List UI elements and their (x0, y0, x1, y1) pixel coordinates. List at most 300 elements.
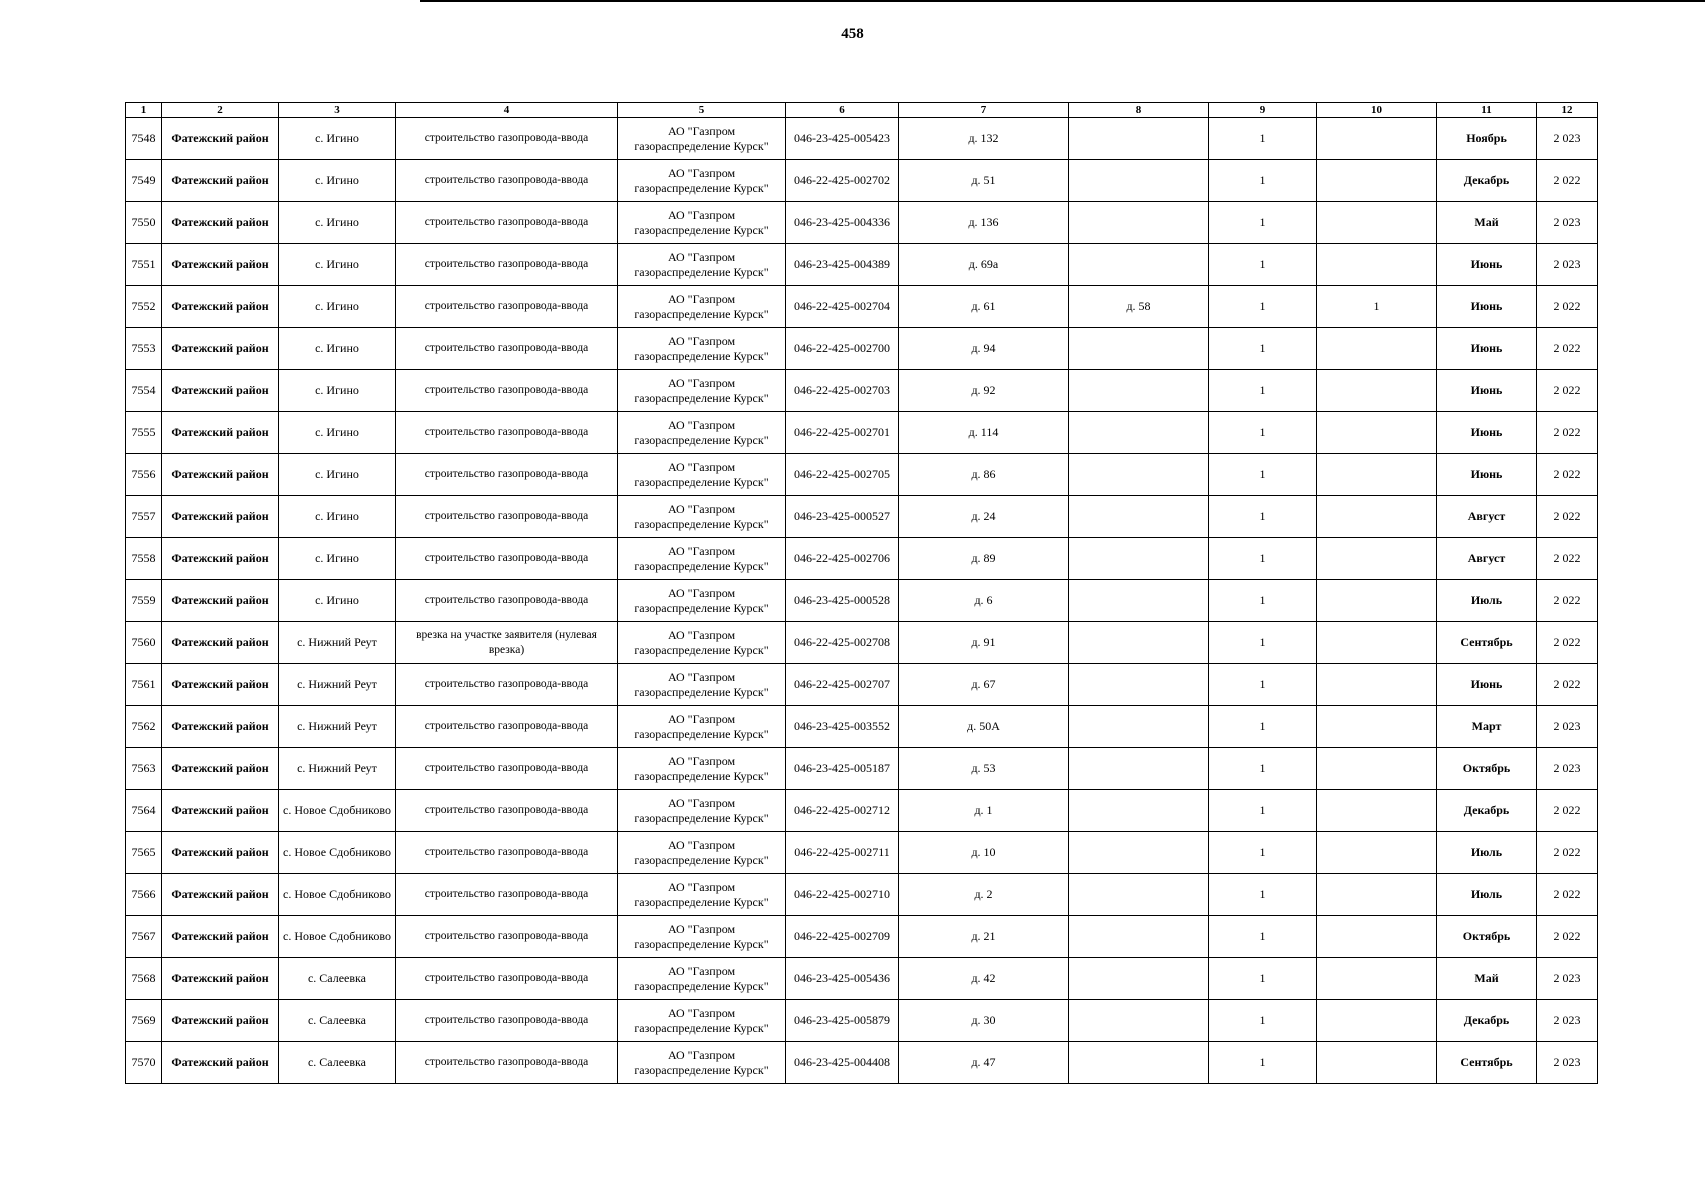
row-number: 7553 (126, 328, 162, 370)
district-cell: Фатежский район (162, 538, 279, 580)
year-cell: 2 022 (1537, 832, 1598, 874)
top-border-line (420, 0, 1705, 2)
address-cell: д. 136 (899, 202, 1069, 244)
settlement-cell: с. Игино (279, 496, 396, 538)
count-cell: 1 (1209, 664, 1317, 706)
organization-cell: АО "Газпром газораспределение Курск" (618, 958, 786, 1000)
year-cell: 2 022 (1537, 286, 1598, 328)
settlement-cell: с. Нижний Реут (279, 664, 396, 706)
year-cell: 2 022 (1537, 916, 1598, 958)
table-row (126, 664, 1598, 706)
settlement-cell: с. Игино (279, 328, 396, 370)
district-cell: Фатежский район (162, 706, 279, 748)
district-cell: Фатежский район (162, 790, 279, 832)
address-cell: д. 91 (899, 622, 1069, 664)
table-row (126, 580, 1598, 622)
count-cell: 1 (1209, 328, 1317, 370)
table-row (126, 538, 1598, 580)
month-cell: Июнь (1437, 454, 1537, 496)
district-cell: Фатежский район (162, 370, 279, 412)
address-cell: д. 2 (899, 874, 1069, 916)
count-cell: 1 (1209, 790, 1317, 832)
column-header: 4 (396, 103, 618, 118)
address-extra-cell (1069, 244, 1209, 286)
row-number: 7559 (126, 580, 162, 622)
application-code-cell: 046-22-425-002702 (786, 160, 899, 202)
row-number: 7552 (126, 286, 162, 328)
year-cell: 2 023 (1537, 706, 1598, 748)
month-cell: Ноябрь (1437, 118, 1537, 160)
count-cell: 1 (1209, 1000, 1317, 1042)
row-number: 7549 (126, 160, 162, 202)
object-cell: строительство газопровода-ввода (396, 328, 618, 370)
object-cell: строительство газопровода-ввода (396, 454, 618, 496)
application-code-cell: 046-22-425-002706 (786, 538, 899, 580)
object-cell: строительство газопровода-ввода (396, 118, 618, 160)
month-cell: Июнь (1437, 328, 1537, 370)
organization-cell: АО "Газпром газораспределение Курск" (618, 1000, 786, 1042)
object-cell: строительство газопровода-ввода (396, 202, 618, 244)
district-cell: Фатежский район (162, 160, 279, 202)
object-cell: строительство газопровода-ввода (396, 244, 618, 286)
address-cell: д. 30 (899, 1000, 1069, 1042)
settlement-cell: с. Нижний Реут (279, 622, 396, 664)
year-cell: 2 023 (1537, 1042, 1598, 1084)
year-cell: 2 022 (1537, 412, 1598, 454)
year-cell: 2 023 (1537, 202, 1598, 244)
district-cell: Фатежский район (162, 1042, 279, 1084)
address-extra-cell (1069, 790, 1209, 832)
count-extra-cell (1317, 832, 1437, 874)
table-row (126, 286, 1598, 328)
settlement-cell: с. Игино (279, 412, 396, 454)
settlement-cell: с. Новое Сдобниково (279, 916, 396, 958)
settlement-cell: с. Игино (279, 370, 396, 412)
district-cell: Фатежский район (162, 664, 279, 706)
column-header: 7 (899, 103, 1069, 118)
address-extra-cell (1069, 580, 1209, 622)
address-cell: д. 94 (899, 328, 1069, 370)
table-row (126, 370, 1598, 412)
column-header: 3 (279, 103, 396, 118)
settlement-cell: с. Игино (279, 244, 396, 286)
count-cell: 1 (1209, 874, 1317, 916)
column-header: 6 (786, 103, 899, 118)
address-cell: д. 53 (899, 748, 1069, 790)
application-code-cell: 046-23-425-003552 (786, 706, 899, 748)
address-extra-cell (1069, 748, 1209, 790)
object-cell: врезка на участке заявителя (нулевая врезка) (396, 622, 618, 664)
row-number: 7568 (126, 958, 162, 1000)
address-extra-cell (1069, 454, 1209, 496)
count-extra-cell (1317, 412, 1437, 454)
organization-cell: АО "Газпром газораспределение Курск" (618, 202, 786, 244)
table-row (126, 622, 1598, 664)
table-row (126, 1000, 1598, 1042)
address-cell: д. 47 (899, 1042, 1069, 1084)
month-cell: Июнь (1437, 370, 1537, 412)
table-row (126, 958, 1598, 1000)
row-number: 7560 (126, 622, 162, 664)
district-cell: Фатежский район (162, 622, 279, 664)
object-cell: строительство газопровода-ввода (396, 286, 618, 328)
address-cell: д. 92 (899, 370, 1069, 412)
month-cell: Июнь (1437, 286, 1537, 328)
organization-cell: АО "Газпром газораспределение Курск" (618, 832, 786, 874)
count-extra-cell (1317, 706, 1437, 748)
address-extra-cell (1069, 832, 1209, 874)
year-cell: 2 023 (1537, 1000, 1598, 1042)
year-cell: 2 022 (1537, 622, 1598, 664)
row-number: 7556 (126, 454, 162, 496)
table-row (126, 874, 1598, 916)
object-cell: строительство газопровода-ввода (396, 370, 618, 412)
organization-cell: АО "Газпром газораспределение Курск" (618, 790, 786, 832)
month-cell: Декабрь (1437, 790, 1537, 832)
month-cell: Декабрь (1437, 160, 1537, 202)
page-number: 458 (841, 26, 864, 42)
year-cell: 2 022 (1537, 370, 1598, 412)
month-cell: Август (1437, 496, 1537, 538)
month-cell: Июнь (1437, 412, 1537, 454)
gasification-register-table (125, 102, 1598, 1084)
count-extra-cell (1317, 958, 1437, 1000)
application-code-cell: 046-22-425-002710 (786, 874, 899, 916)
organization-cell: АО "Газпром газораспределение Курск" (618, 118, 786, 160)
table-row (126, 328, 1598, 370)
count-cell: 1 (1209, 1042, 1317, 1084)
count-extra-cell (1317, 118, 1437, 160)
address-extra-cell (1069, 622, 1209, 664)
application-code-cell: 046-22-425-002708 (786, 622, 899, 664)
application-code-cell: 046-23-425-000528 (786, 580, 899, 622)
row-number: 7557 (126, 496, 162, 538)
application-code-cell: 046-22-425-002707 (786, 664, 899, 706)
count-extra-cell (1317, 328, 1437, 370)
table-row (126, 916, 1598, 958)
month-cell: Декабрь (1437, 1000, 1537, 1042)
address-cell: д. 69а (899, 244, 1069, 286)
count-extra-cell (1317, 160, 1437, 202)
address-cell: д. 24 (899, 496, 1069, 538)
count-cell: 1 (1209, 748, 1317, 790)
address-extra-cell (1069, 538, 1209, 580)
row-number: 7554 (126, 370, 162, 412)
application-code-cell: 046-22-425-002704 (786, 286, 899, 328)
address-extra-cell (1069, 958, 1209, 1000)
count-cell: 1 (1209, 118, 1317, 160)
year-cell: 2 023 (1537, 748, 1598, 790)
settlement-cell: с. Нижний Реут (279, 748, 396, 790)
application-code-cell: 046-23-425-005436 (786, 958, 899, 1000)
count-extra-cell (1317, 370, 1437, 412)
year-cell: 2 023 (1537, 958, 1598, 1000)
count-extra-cell (1317, 748, 1437, 790)
month-cell: Июль (1437, 580, 1537, 622)
count-cell: 1 (1209, 412, 1317, 454)
year-cell: 2 022 (1537, 328, 1598, 370)
count-cell: 1 (1209, 580, 1317, 622)
row-number: 7562 (126, 706, 162, 748)
settlement-cell: с. Салеевка (279, 1000, 396, 1042)
settlement-cell: с. Игино (279, 538, 396, 580)
address-extra-cell (1069, 118, 1209, 160)
object-cell: строительство газопровода-ввода (396, 496, 618, 538)
count-extra-cell (1317, 202, 1437, 244)
count-extra-cell (1317, 874, 1437, 916)
table-row (126, 832, 1598, 874)
row-number: 7550 (126, 202, 162, 244)
row-number: 7567 (126, 916, 162, 958)
month-cell: Май (1437, 202, 1537, 244)
table-row (126, 1042, 1598, 1084)
month-cell: Июль (1437, 832, 1537, 874)
column-header: 9 (1209, 103, 1317, 118)
settlement-cell: с. Игино (279, 118, 396, 160)
address-extra-cell (1069, 202, 1209, 244)
count-extra-cell (1317, 622, 1437, 664)
row-number: 7566 (126, 874, 162, 916)
row-number: 7555 (126, 412, 162, 454)
count-extra-cell (1317, 1000, 1437, 1042)
column-header: 8 (1069, 103, 1209, 118)
month-cell: Июнь (1437, 664, 1537, 706)
table-row (126, 496, 1598, 538)
organization-cell: АО "Газпром газораспределение Курск" (618, 538, 786, 580)
organization-cell: АО "Газпром газораспределение Курск" (618, 664, 786, 706)
application-code-cell: 046-22-425-002703 (786, 370, 899, 412)
row-number: 7564 (126, 790, 162, 832)
application-code-cell: 046-23-425-005423 (786, 118, 899, 160)
row-number: 7548 (126, 118, 162, 160)
address-extra-cell (1069, 664, 1209, 706)
district-cell: Фатежский район (162, 454, 279, 496)
organization-cell: АО "Газпром газораспределение Курск" (618, 580, 786, 622)
count-extra-cell (1317, 454, 1437, 496)
count-cell: 1 (1209, 160, 1317, 202)
table-row (126, 790, 1598, 832)
year-cell: 2 022 (1537, 454, 1598, 496)
settlement-cell: с. Салеевка (279, 958, 396, 1000)
count-cell: 1 (1209, 202, 1317, 244)
object-cell: строительство газопровода-ввода (396, 832, 618, 874)
row-number: 7561 (126, 664, 162, 706)
application-code-cell: 046-22-425-002711 (786, 832, 899, 874)
district-cell: Фатежский район (162, 118, 279, 160)
object-cell: строительство газопровода-ввода (396, 1042, 618, 1084)
address-cell: д. 50А (899, 706, 1069, 748)
year-cell: 2 022 (1537, 538, 1598, 580)
count-extra-cell (1317, 496, 1437, 538)
settlement-cell: с. Игино (279, 454, 396, 496)
address-cell: д. 86 (899, 454, 1069, 496)
application-code-cell: 046-23-425-005879 (786, 1000, 899, 1042)
organization-cell: АО "Газпром газораспределение Курск" (618, 916, 786, 958)
settlement-cell: с. Новое Сдобниково (279, 832, 396, 874)
settlement-cell: с. Нижний Реут (279, 706, 396, 748)
row-number: 7558 (126, 538, 162, 580)
organization-cell: АО "Газпром газораспределение Курск" (618, 328, 786, 370)
object-cell: строительство газопровода-ввода (396, 160, 618, 202)
object-cell: строительство газопровода-ввода (396, 706, 618, 748)
district-cell: Фатежский район (162, 328, 279, 370)
table-row (126, 706, 1598, 748)
year-cell: 2 022 (1537, 790, 1598, 832)
table-row (126, 244, 1598, 286)
address-extra-cell (1069, 370, 1209, 412)
address-cell: д. 132 (899, 118, 1069, 160)
month-cell: Июль (1437, 874, 1537, 916)
row-number: 7551 (126, 244, 162, 286)
year-cell: 2 022 (1537, 496, 1598, 538)
count-extra-cell (1317, 580, 1437, 622)
count-cell: 1 (1209, 244, 1317, 286)
application-code-cell: 046-23-425-004336 (786, 202, 899, 244)
address-extra-cell (1069, 874, 1209, 916)
district-cell: Фатежский район (162, 1000, 279, 1042)
address-cell: д. 51 (899, 160, 1069, 202)
application-code-cell: 046-23-425-004408 (786, 1042, 899, 1084)
organization-cell: АО "Газпром газораспределение Курск" (618, 1042, 786, 1084)
month-cell: Май (1437, 958, 1537, 1000)
month-cell: Сентябрь (1437, 1042, 1537, 1084)
organization-cell: АО "Газпром газораспределение Курск" (618, 244, 786, 286)
organization-cell: АО "Газпром газораспределение Курск" (618, 706, 786, 748)
address-cell: д. 61 (899, 286, 1069, 328)
column-header: 2 (162, 103, 279, 118)
row-number: 7563 (126, 748, 162, 790)
table-row (126, 118, 1598, 160)
count-extra-cell (1317, 1042, 1437, 1084)
settlement-cell: с. Новое Сдобниково (279, 790, 396, 832)
month-cell: Август (1437, 538, 1537, 580)
address-extra-cell (1069, 328, 1209, 370)
district-cell: Фатежский район (162, 244, 279, 286)
row-number: 7565 (126, 832, 162, 874)
month-cell: Март (1437, 706, 1537, 748)
address-extra-cell (1069, 412, 1209, 454)
address-extra-cell (1069, 160, 1209, 202)
year-cell: 2 022 (1537, 874, 1598, 916)
count-cell: 1 (1209, 958, 1317, 1000)
district-cell: Фатежский район (162, 412, 279, 454)
column-header: 10 (1317, 103, 1437, 118)
district-cell: Фатежский район (162, 286, 279, 328)
object-cell: строительство газопровода-ввода (396, 874, 618, 916)
organization-cell: АО "Газпром газораспределение Курск" (618, 370, 786, 412)
count-cell: 1 (1209, 496, 1317, 538)
district-cell: Фатежский район (162, 958, 279, 1000)
address-extra-cell (1069, 1000, 1209, 1042)
object-cell: строительство газопровода-ввода (396, 958, 618, 1000)
address-cell: д. 89 (899, 538, 1069, 580)
organization-cell: АО "Газпром газораспределение Курск" (618, 286, 786, 328)
object-cell: строительство газопровода-ввода (396, 916, 618, 958)
address-cell: д. 1 (899, 790, 1069, 832)
count-extra-cell (1317, 244, 1437, 286)
count-cell: 1 (1209, 832, 1317, 874)
address-cell: д. 10 (899, 832, 1069, 874)
address-extra-cell (1069, 1042, 1209, 1084)
object-cell: строительство газопровода-ввода (396, 1000, 618, 1042)
table-row (126, 412, 1598, 454)
application-code-cell: 046-22-425-002709 (786, 916, 899, 958)
settlement-cell: с. Игино (279, 202, 396, 244)
address-extra-cell (1069, 916, 1209, 958)
table-body (126, 118, 1598, 1084)
year-cell: 2 022 (1537, 160, 1598, 202)
count-extra-cell (1317, 790, 1437, 832)
settlement-cell: с. Новое Сдобниково (279, 874, 396, 916)
object-cell: строительство газопровода-ввода (396, 580, 618, 622)
row-number: 7570 (126, 1042, 162, 1084)
year-cell: 2 023 (1537, 244, 1598, 286)
month-cell: Сентябрь (1437, 622, 1537, 664)
district-cell: Фатежский район (162, 496, 279, 538)
count-cell: 1 (1209, 286, 1317, 328)
address-cell: д. 42 (899, 958, 1069, 1000)
organization-cell: АО "Газпром газораспределение Курск" (618, 748, 786, 790)
column-header: 5 (618, 103, 786, 118)
column-header: 12 (1537, 103, 1598, 118)
application-code-cell: 046-22-425-002700 (786, 328, 899, 370)
organization-cell: АО "Газпром газораспределение Курск" (618, 496, 786, 538)
settlement-cell: с. Игино (279, 286, 396, 328)
address-cell: д. 67 (899, 664, 1069, 706)
address-cell: д. 114 (899, 412, 1069, 454)
count-cell: 1 (1209, 370, 1317, 412)
column-header: 1 (126, 103, 162, 118)
district-cell: Фатежский район (162, 748, 279, 790)
count-cell: 1 (1209, 916, 1317, 958)
month-cell: Июнь (1437, 244, 1537, 286)
month-cell: Октябрь (1437, 748, 1537, 790)
count-cell: 1 (1209, 454, 1317, 496)
address-cell: д. 6 (899, 580, 1069, 622)
count-cell: 1 (1209, 622, 1317, 664)
application-code-cell: 046-22-425-002705 (786, 454, 899, 496)
year-cell: 2 023 (1537, 118, 1598, 160)
address-cell: д. 21 (899, 916, 1069, 958)
district-cell: Фатежский район (162, 202, 279, 244)
application-code-cell: 046-23-425-004389 (786, 244, 899, 286)
organization-cell: АО "Газпром газораспределение Курск" (618, 622, 786, 664)
table-row (126, 202, 1598, 244)
district-cell: Фатежский район (162, 916, 279, 958)
count-extra-cell: 1 (1317, 286, 1437, 328)
object-cell: строительство газопровода-ввода (396, 748, 618, 790)
object-cell: строительство газопровода-ввода (396, 790, 618, 832)
district-cell: Фатежский район (162, 874, 279, 916)
settlement-cell: с. Игино (279, 580, 396, 622)
count-extra-cell (1317, 538, 1437, 580)
object-cell: строительство газопровода-ввода (396, 664, 618, 706)
application-code-cell: 046-22-425-002701 (786, 412, 899, 454)
settlement-cell: с. Игино (279, 160, 396, 202)
count-cell: 1 (1209, 706, 1317, 748)
column-header: 11 (1437, 103, 1537, 118)
column-number-header-row (126, 103, 1598, 118)
month-cell: Октябрь (1437, 916, 1537, 958)
year-cell: 2 022 (1537, 580, 1598, 622)
application-code-cell: 046-23-425-000527 (786, 496, 899, 538)
year-cell: 2 022 (1537, 664, 1598, 706)
application-code-cell: 046-23-425-005187 (786, 748, 899, 790)
address-extra-cell: д. 58 (1069, 286, 1209, 328)
organization-cell: АО "Газпром газораспределение Курск" (618, 874, 786, 916)
address-extra-cell (1069, 496, 1209, 538)
row-number: 7569 (126, 1000, 162, 1042)
